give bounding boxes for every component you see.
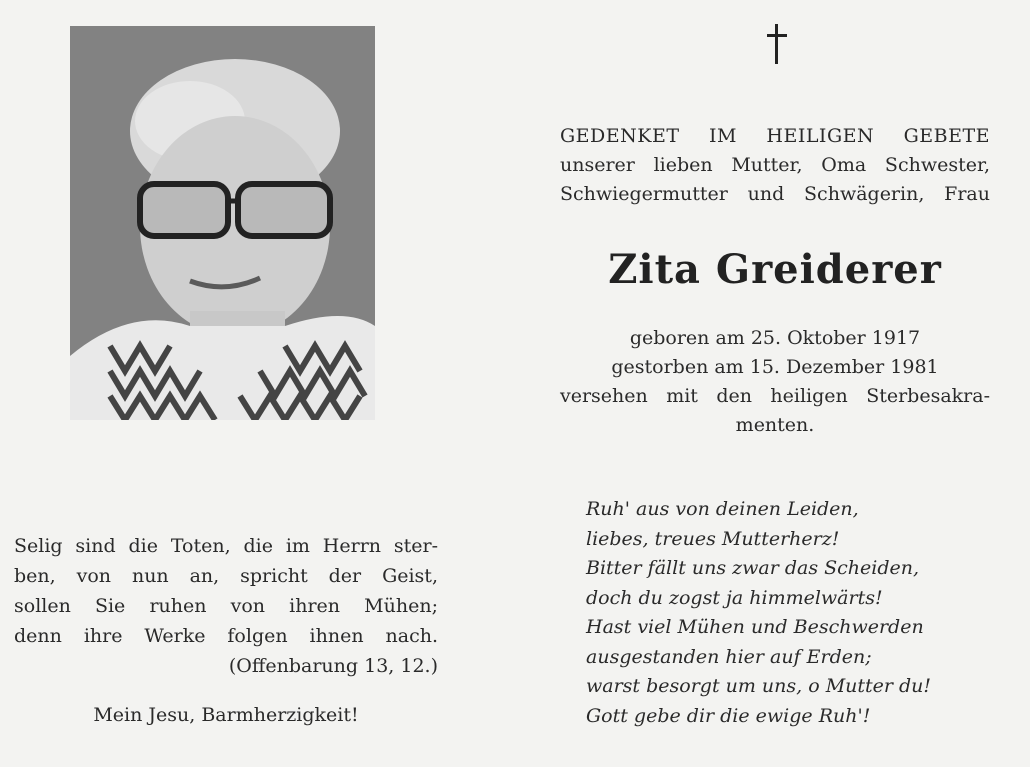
scripture-line: ben, von nun an, spricht der Geist, (14, 565, 438, 587)
poem-line: doch du zogst ja himmelwärts! (586, 586, 883, 609)
intro-line: unserer lieben Mutter, Oma Schwester, (560, 154, 990, 176)
scripture-line: Selig sind die Toten, die im Herrn ster- (14, 535, 438, 557)
birth-date-line: geboren am 25. Oktober 1917 (629, 327, 921, 349)
poem-line: liebes, treues Mutterherz! (586, 527, 840, 550)
scripture-reference: (Offenbarung 13, 12.) (228, 655, 438, 677)
sacraments-line-end: menten. (735, 414, 815, 436)
poem-line: Hast viel Mühen und Beschwerden (586, 616, 924, 638)
scripture-line: sollen Sie ruhen von ihren Mühen; (14, 595, 438, 617)
scripture-line: denn ihre Werke folgen ihnen nach. (14, 625, 438, 647)
memorial-poem (586, 495, 986, 731)
intro-line: GEDENKET IM HEILIGEN GEBETE (560, 125, 990, 147)
intro-line: Schwiegermutter und Schwägerin, Frau (560, 183, 990, 205)
portrait-photo (70, 26, 375, 420)
poem-line: Ruh' aus von deinen Leiden, (586, 498, 859, 520)
poem-line: Bitter fällt uns zwar das Scheiden, (586, 557, 920, 579)
poem-line: warst besorgt um uns, o Mutter du! (586, 675, 932, 697)
closing-prayer: Mein Jesu, Barmherzigkeit! (93, 704, 359, 726)
poem-line: ausgestanden hier auf Erden; (586, 645, 872, 668)
death-date-line: gestorben am 15. Dezember 1981 (611, 356, 939, 378)
deceased-name: Zita Greiderer (608, 246, 942, 293)
dates-block (560, 324, 990, 440)
sacraments-line: versehen mit den heiligen Sterbesakra- (560, 385, 990, 407)
intro-text (560, 122, 990, 209)
poem-line: Gott gebe dir die ewige Ruh'! (586, 704, 871, 727)
cross-icon (765, 20, 789, 68)
scripture-quote (14, 531, 438, 681)
